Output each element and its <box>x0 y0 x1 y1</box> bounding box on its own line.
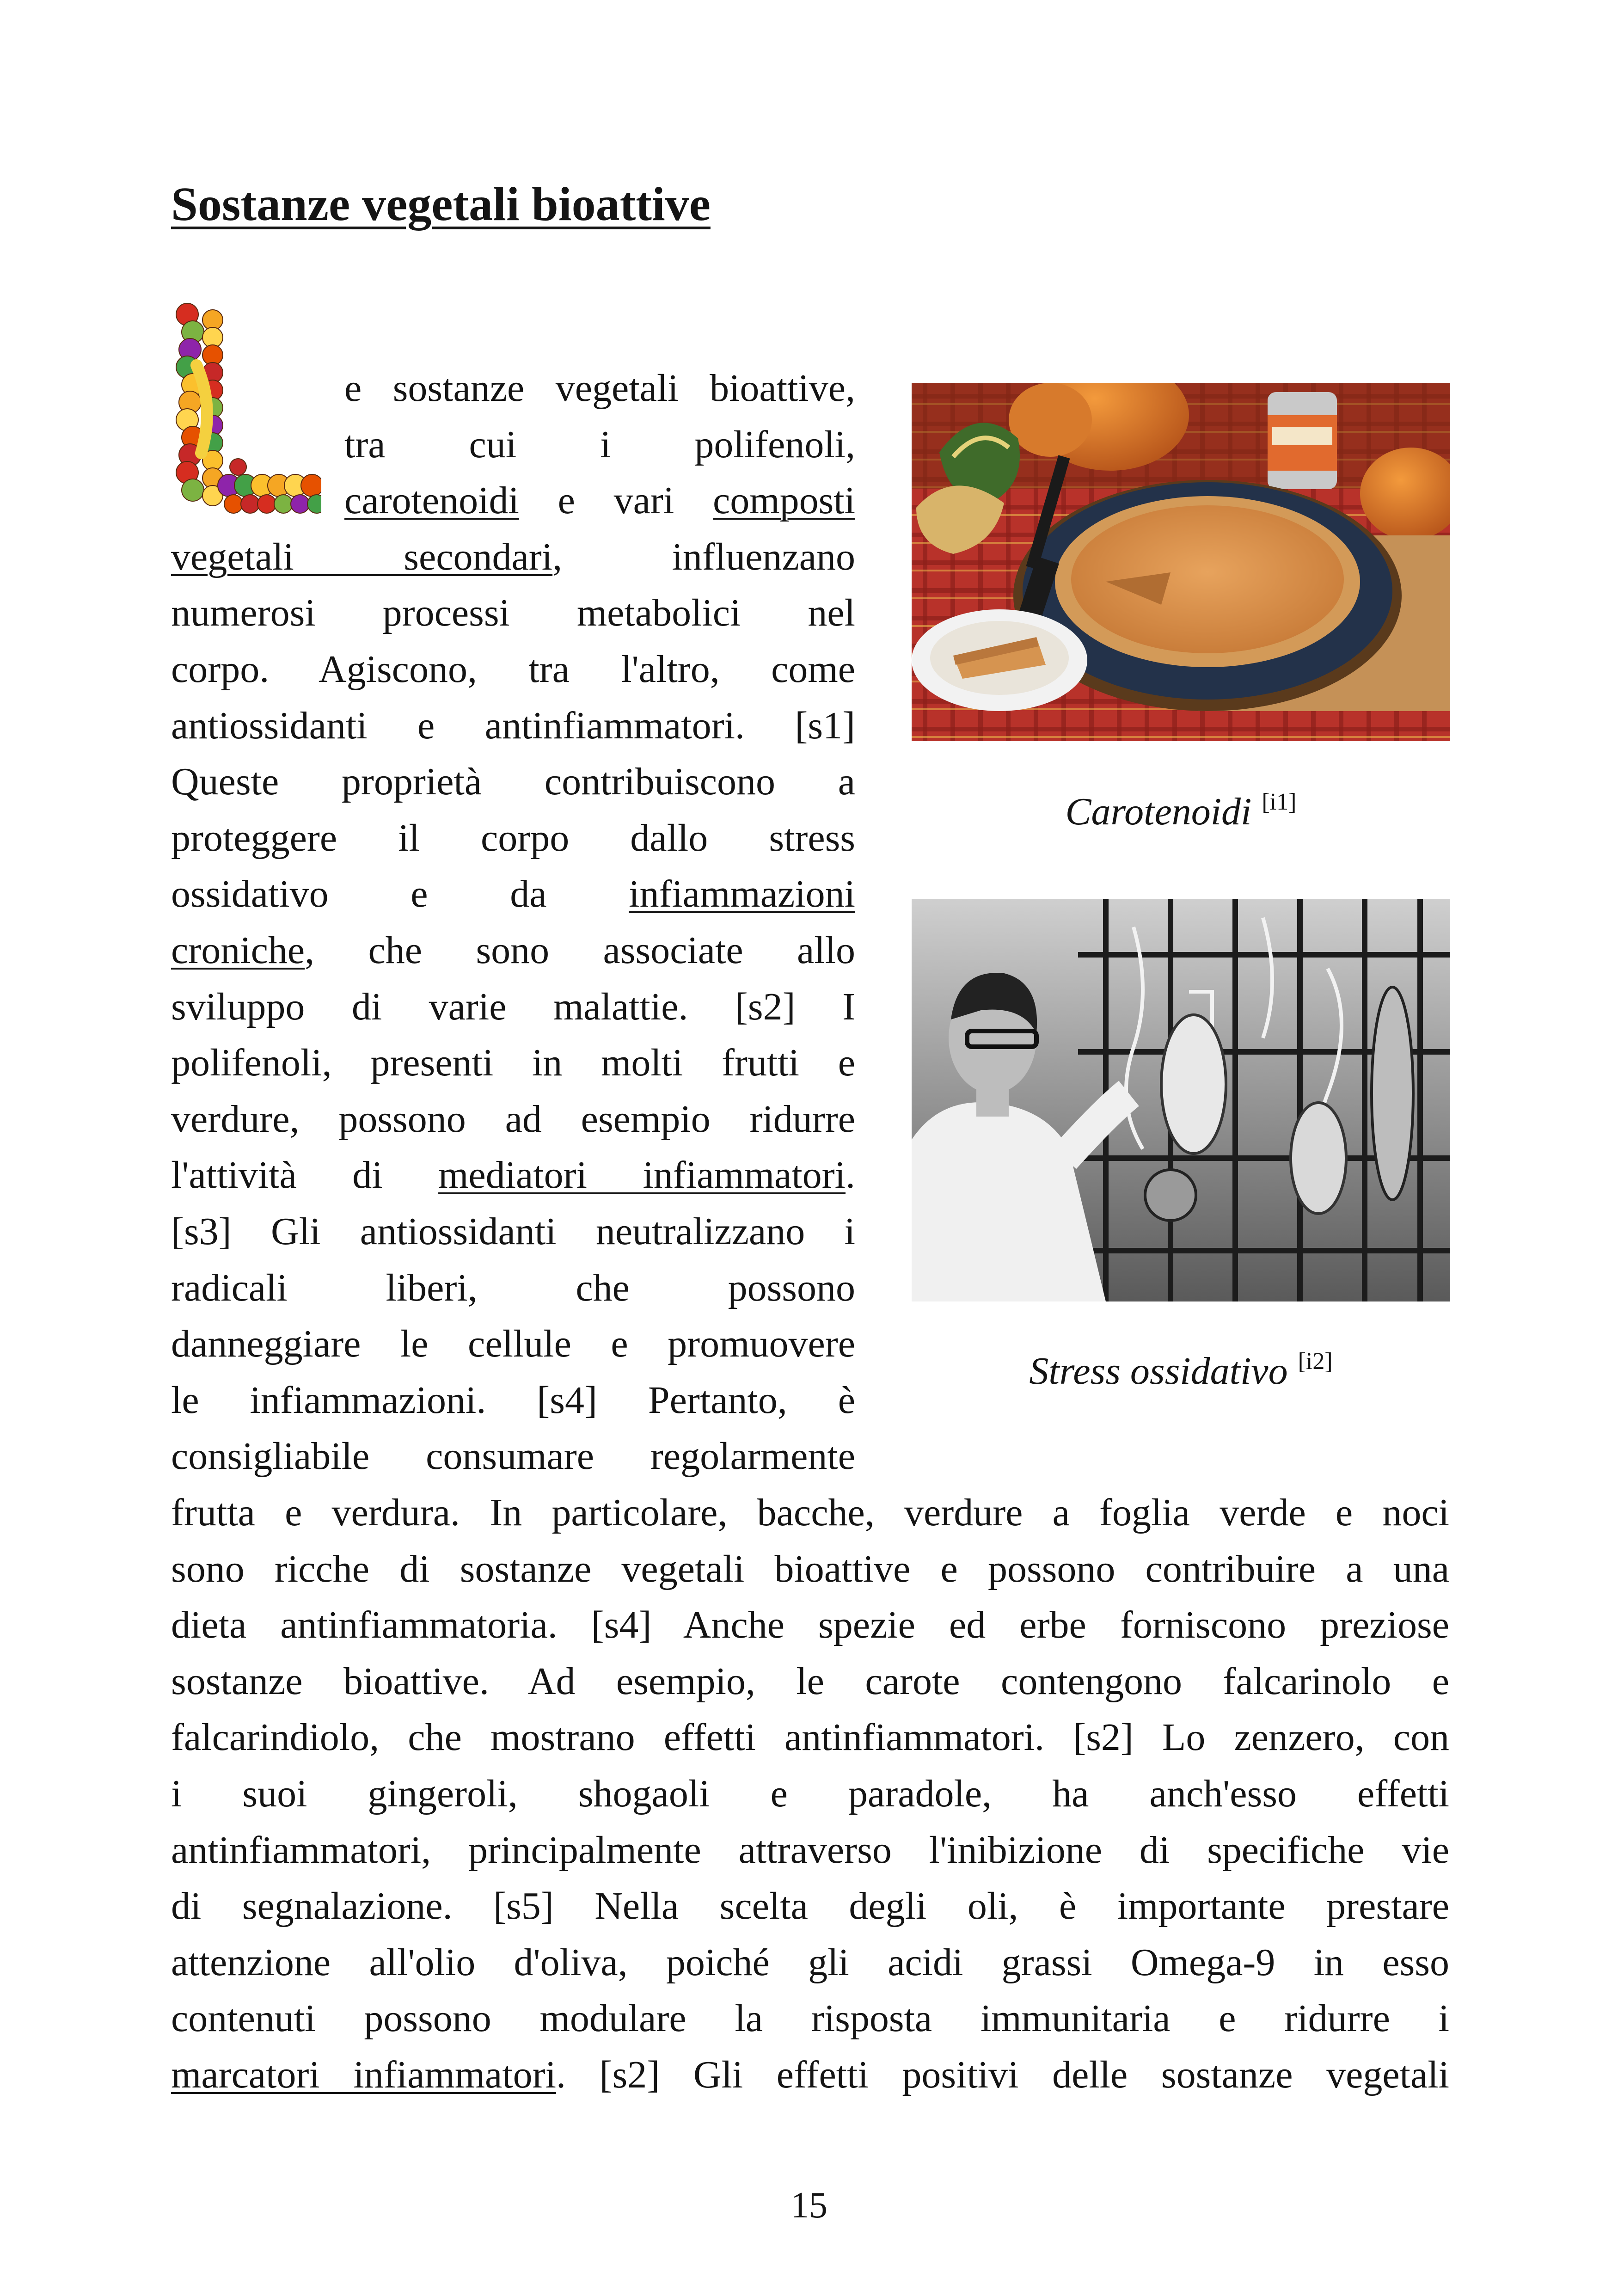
text-line <box>171 642 855 697</box>
text-run: i suoi gingeroli, shogaoli e paradole, ha anch'esso effetti <box>171 1772 1449 1815</box>
text-run: consigliabile consumare regolarmente <box>171 1435 855 1478</box>
text-run: polifenoli, presenti in molti frutti e <box>171 1041 855 1085</box>
page-title: Sostanze vegetali bioattive <box>171 178 711 231</box>
text-run: . [s2] Gli effetti positivi delle sostanze vegetali <box>556 2053 1449 2096</box>
text-run: [s3] Gli antiossidanti neutralizzano i <box>171 1210 855 1253</box>
text-run: Queste proprietà contribuiscono a <box>171 760 855 804</box>
text-run: , influenzano <box>552 535 855 578</box>
text-line <box>171 1541 1449 1597</box>
text-line <box>171 1260 855 1316</box>
text-line <box>171 1316 855 1372</box>
figure-reference: [i2] <box>1298 1348 1333 1375</box>
text-line <box>171 1823 1449 1878</box>
text-line <box>171 1035 855 1091</box>
text-run: verdure, possono ad esempio ridurre <box>171 1097 855 1141</box>
text-run: e sostanze vegetali bioattive, <box>344 367 855 410</box>
text-run: falcarindiolo, che mostrano effetti antinfiammatori. [s2] Lo zenzero, con <box>171 1716 1449 1759</box>
text-run: . <box>846 1154 855 1197</box>
text-line <box>171 585 855 641</box>
text-line <box>171 1373 855 1428</box>
text-run: frutta e verdura. In particolare, bacche, verdure a foglia verde e noci <box>171 1491 1449 1534</box>
text-run: l'attività di <box>171 1154 439 1197</box>
text-line <box>171 1148 855 1203</box>
text-line <box>171 1204 855 1259</box>
text-line <box>171 1092 855 1147</box>
text-line <box>171 1597 1449 1653</box>
text-line <box>344 361 855 416</box>
glossary-term: croniche <box>171 929 305 972</box>
text-run: , che sono associate allo <box>305 929 855 972</box>
figure-caption-text: Stress ossidativo <box>1029 1350 1288 1393</box>
glossary-term: carotenoidi <box>344 479 519 522</box>
text-run: corpo. Agiscono, tra l'altro, come <box>171 648 855 691</box>
text-run: ossidativo e da <box>171 872 629 916</box>
text-line <box>171 754 855 810</box>
text-run: dieta antinfiammatoria. [s4] Anche spezie ed erbe forniscono preziose <box>171 1603 1449 1647</box>
glossary-term: vegetali secondari <box>171 535 553 578</box>
text-run: le infiammazioni. [s4] Pertanto, è <box>171 1378 855 1422</box>
text-run: sviluppo di varie malattie. [s2] I <box>171 985 855 1028</box>
pumpkin-pie-photo-icon <box>912 383 1450 741</box>
text-line <box>171 866 855 922</box>
glossary-term: infiammazioni <box>629 872 855 916</box>
figure-reference: [i1] <box>1262 789 1297 815</box>
glossary-term: composti <box>713 479 855 522</box>
text-run: sono ricche di sostanze vegetali bioattive e possono contribuire a una <box>171 1547 1449 1590</box>
text-line <box>171 1935 1449 1990</box>
text-line <box>171 1654 1449 1709</box>
glossary-term: mediatori infiammatori <box>438 1154 846 1197</box>
figure-caption-stress-ossidativo <box>912 1338 1450 1394</box>
text-line <box>171 2047 1449 2103</box>
laboratory-scientist-photo-icon <box>912 899 1450 1301</box>
text-run: radicali liberi, che possono <box>171 1266 855 1309</box>
text-line <box>171 698 855 754</box>
fruit-letter-L-icon <box>169 301 321 518</box>
text-run: tra cui i polifenoli, <box>344 423 855 466</box>
page-number: 15 <box>791 2185 827 2226</box>
text-line <box>171 810 855 866</box>
figure-caption-text: Carotenoidi <box>1065 790 1252 833</box>
text-run: antiossidanti e antinfiammatori. [s1] <box>171 704 855 747</box>
text-line <box>171 1710 1449 1765</box>
text-line <box>171 1991 1449 2046</box>
text-line <box>171 529 855 585</box>
text-run: danneggiare le cellule e promuovere <box>171 1322 855 1366</box>
glossary-term: marcatori infiammatori <box>171 2053 556 2096</box>
text-run: di segnalazione. [s5] Nella scelta degli oli, è importante prestare <box>171 1885 1449 1928</box>
text-line <box>171 1429 855 1484</box>
text-line <box>171 1485 1449 1541</box>
text-run: attenzione all'olio d'oliva, poiché gli acidi grassi Omega-9 in esso <box>171 1940 1449 1984</box>
text-line <box>344 417 855 473</box>
text-line <box>344 473 855 528</box>
text-line <box>171 979 855 1035</box>
text-line <box>171 1879 1449 1934</box>
text-run: numerosi processi metabolici nel <box>171 591 855 635</box>
text-line <box>171 1766 1449 1822</box>
text-run: antinfiammatori, principalmente attraverso l'inibizione di specifiche vie <box>171 1828 1449 1872</box>
text-line <box>171 923 855 978</box>
text-run: proteggere il corpo dallo stress <box>171 816 855 859</box>
text-run: contenuti possono modulare la risposta immunitaria e ridurre i <box>171 1997 1449 2040</box>
figure-caption-carotenoidi <box>912 779 1450 835</box>
text-run: sostanze bioattive. Ad esempio, le carote contengono falcarinolo e <box>171 1659 1449 1703</box>
text-run: e vari <box>519 479 713 522</box>
